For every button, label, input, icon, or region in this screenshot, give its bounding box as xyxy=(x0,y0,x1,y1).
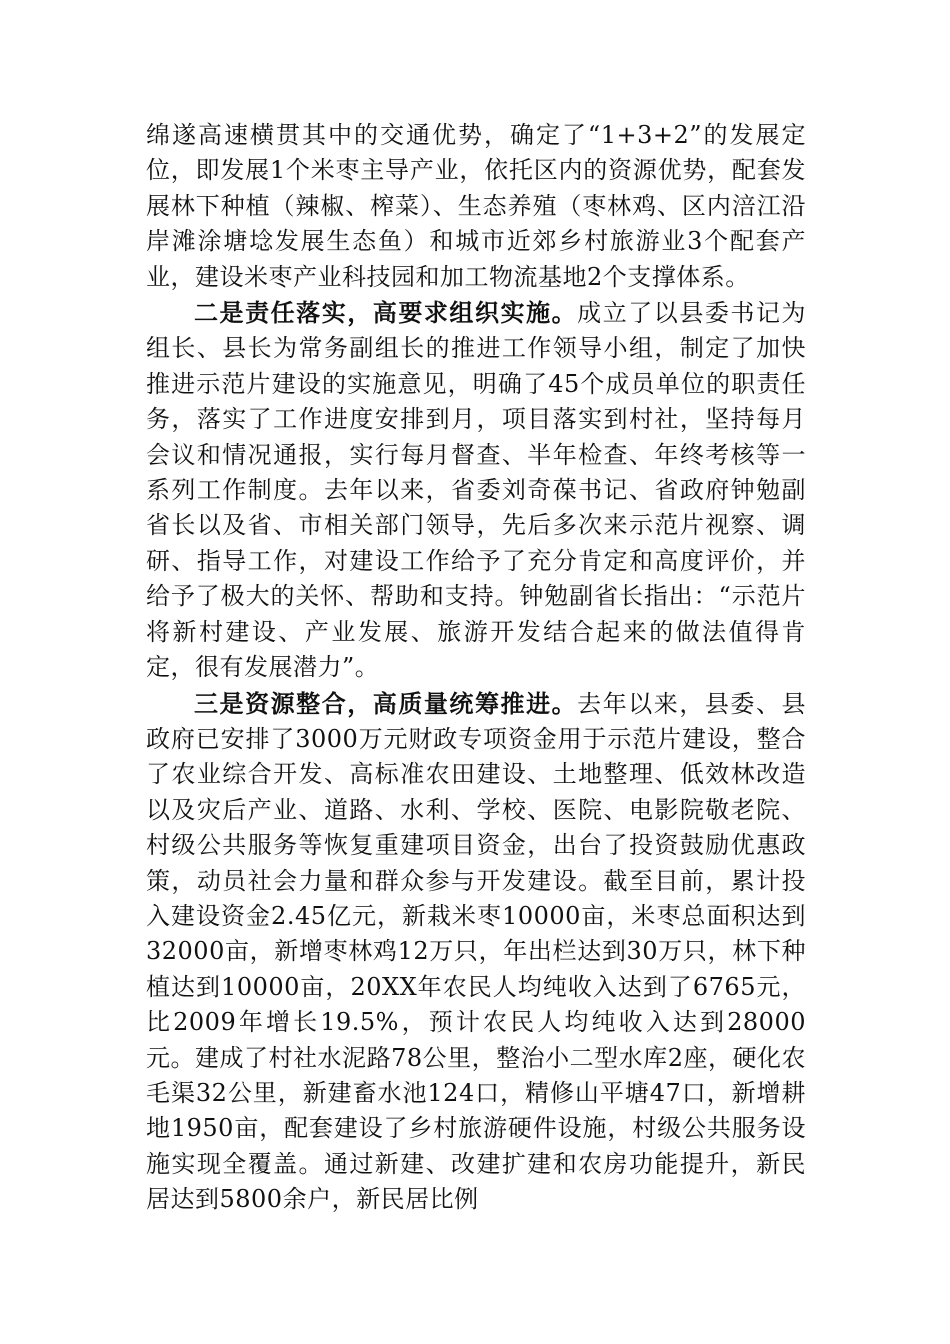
paragraph-2 xyxy=(146,295,806,685)
paragraph-1 xyxy=(146,118,806,295)
paragraph-3 xyxy=(146,686,806,1218)
paragraph-2-text: 成立了以县委书记为组长、县长为常务副组长的推进工作领导小组，制定了加快推进示范片建设的实施意见，明确了45个成员单位的职责任务，落实了工作进度安排到月，项目落实到村社，坚持每月会议和情况通报，实行每月督查、半年检查、年终考核等一系列工作制度。去年以来，省委刘奇葆书记、省政府钟勉副省长以及省、市相关部门领导，先后多次来示范片视察、调研、指导工作，对建设工作给予了充分肯定和高度评价，并给予了极大的关怀、帮助和支持。钟勉副省长指出：“示范片将新村建设、产业发展、旅游开发结合起来的做法值得肯定，很有发展潜力”。 xyxy=(146,299,807,682)
paragraph-3-lead: 三是资源整合，高质量统筹推进。 xyxy=(194,688,578,718)
document-page xyxy=(146,118,806,1218)
paragraph-3-text: 去年以来，县委、县政府已安排了3000万元财政专项资金用于示范片建设，整合了农业综合开发、高标准农田建设、土地整理、低效林改造以及灾后产业、道路、水利、学校、医院、电影院敬老院、村级公共服务等恢复重建项目资金，出台了投资鼓励优惠政策，动员社会力量和群众参与开发建设。截至目前，累计投入建设资金2.45亿元，新栽米枣10000亩，米枣总面积达到32000亩，新增枣林鸡12万只，年出栏达到30万只，林下种植达到10000亩，20XX年农民人均纯收入达到了6765元，比2009年增长19.5%，预计农民人均纯收入达到28000元。建成了村社水泥路78公里，整治小二型水库2座，硬化农毛渠32公里，新建畜水池124口，精修山平塘47口，新增耕地1950亩，配套建设了乡村旅游硬件设施，村级公共服务设施实现全覆盖。通过新建、改建扩建和农房功能提升，新民居达到5800余户，新民居比例 xyxy=(146,689,807,1214)
paragraph-1-text: 绵遂高速横贯其中的交通优势，确定了“1+3+2”的发展定位，即发展1个米枣主导产业，依托区内的资源优势，配套发展林下种植（辣椒、榨菜）、生态养殖（枣林鸡、区内涪江沿岸滩涂塘埝发展生态鱼）和城市近郊乡村旅游业3个配套产业，建设米枣产业科技园和加工物流基地2个支撑体系。 xyxy=(146,121,806,291)
paragraph-2-lead: 二是责任落实，高要求组织实施。 xyxy=(194,298,578,328)
